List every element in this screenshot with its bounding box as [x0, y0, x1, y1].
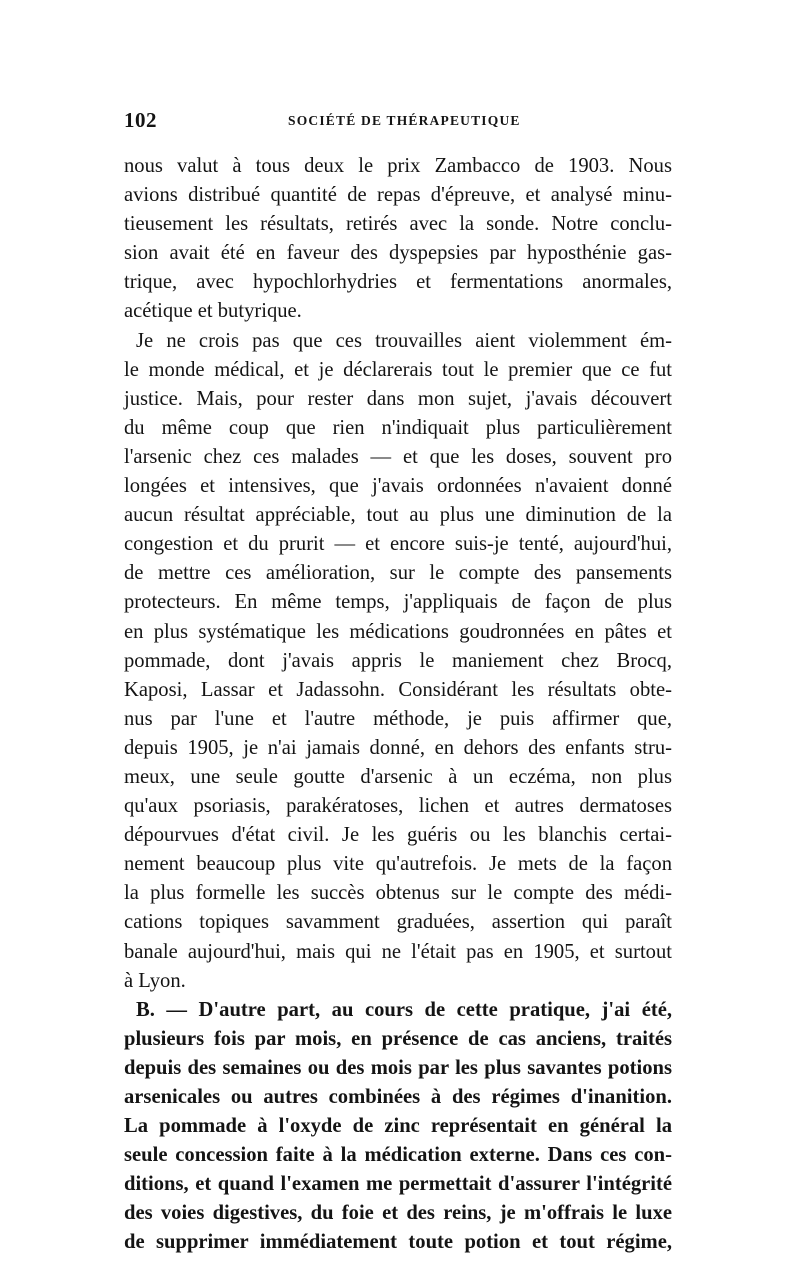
- text-line: acétique et butyrique.: [124, 300, 302, 323]
- text-line: de mettre ces amélioration, sur le compte des pansements: [124, 562, 672, 585]
- text-line: Je ne crois pas que ces trouvailles aient violemment ém-: [136, 329, 672, 352]
- text-line: justice. Mais, pour rester dans mon sujet, j'avais découvert: [124, 387, 672, 410]
- text-line: tieusement les résultats, retirés avec la sonde. Notre conclu-: [124, 213, 672, 236]
- paragraph-3: [124, 996, 672, 1258]
- text-line: ditions, et quand l'examen me permettait d'assurer l'intégrité: [124, 1173, 672, 1196]
- text-line: depuis 1905, je n'ai jamais donné, en dehors des enfants stru-: [124, 736, 672, 759]
- text-line: avions distribué quantité de repas d'épreuve, et analysé minu-: [124, 184, 672, 207]
- text-line: aucun résultat appréciable, tout au plus une diminution de la: [124, 504, 672, 527]
- text-line: pommade, dont j'avais appris le maniement chez Brocq,: [124, 649, 672, 672]
- text-line: du même coup que rien n'indiquait plus particulièrement: [124, 416, 672, 439]
- running-head: SOCIÉTÉ DE THÉRAPEUTIQUE: [288, 113, 521, 128]
- text-line: congestion et du prurit — et encore suis-je tenté, aujourd'hui,: [124, 533, 672, 556]
- text-line: B. — D'autre part, au cours de cette pratique, j'ai été,: [136, 998, 672, 1021]
- body-text: [124, 152, 672, 1258]
- text-line: de supprimer immédiatement toute potion et tout régime,: [124, 1231, 672, 1254]
- text-line: des voies digestives, du foie et des reins, je m'offrais le luxe: [124, 1202, 672, 1225]
- text-line: depuis des semaines ou des mois par les plus savantes potions: [124, 1056, 672, 1079]
- text-line: protecteurs. En même temps, j'appliquais de façon de plus: [124, 591, 672, 614]
- text-line: le monde médical, et je déclarerais tout le premier que ce fut: [124, 358, 672, 381]
- text-line: nement beaucoup plus vite qu'autrefois. Je mets de la façon: [124, 853, 672, 876]
- page-header: [124, 108, 672, 138]
- book-page: [124, 108, 672, 1258]
- text-line: l'arsenic chez ces malades — et que les doses, souvent pro: [124, 445, 672, 468]
- text-line: sion avait été en faveur des dyspepsies par hyposthénie gas-: [124, 242, 672, 265]
- text-line: la plus formelle les succès obtenus sur le compte des médi-: [124, 882, 672, 905]
- paragraph-2: [124, 327, 672, 996]
- text-line: à Lyon.: [124, 969, 186, 992]
- text-line: plusieurs fois par mois, en présence de cas anciens, traités: [124, 1027, 672, 1050]
- paragraph-1: [124, 152, 672, 327]
- text-line: nous valut à tous deux le prix Zambacco de 1903. Nous: [124, 155, 672, 177]
- text-line: dépourvues d'état civil. Je les guéris ou les blanchis certai-: [124, 824, 672, 847]
- text-line: en plus systématique les médications goudronnées en pâtes et: [124, 620, 672, 643]
- text-line: cations topiques savamment graduées, assertion qui paraît: [124, 911, 672, 934]
- text-line: trique, avec hypochlorhydries et fermentations anormales,: [124, 271, 672, 294]
- text-line: banale aujourd'hui, mais qui ne l'était pas en 1905, et surtout: [124, 940, 672, 963]
- page-number: 102: [124, 108, 157, 132]
- text-line: meux, une seule goutte d'arsenic à un eczéma, non plus: [124, 765, 672, 788]
- text-line: longées et intensives, que j'avais ordonnées n'avaient donné: [124, 475, 672, 498]
- text-line: arsenicales ou autres combinées à des régimes d'inanition.: [124, 1086, 672, 1108]
- text-line: seule concession faite à la médication externe. Dans ces con-: [124, 1144, 672, 1167]
- text-line: La pommade à l'oxyde de zinc représentait en général la: [124, 1115, 672, 1138]
- text-line: Kaposi, Lassar et Jadassohn. Considérant les résultats obte-: [124, 678, 672, 701]
- text-line: nus par l'une et l'autre méthode, je puis affirmer que,: [124, 707, 672, 730]
- text-line: qu'aux psoriasis, parakératoses, lichen et autres dermatoses: [124, 795, 672, 818]
